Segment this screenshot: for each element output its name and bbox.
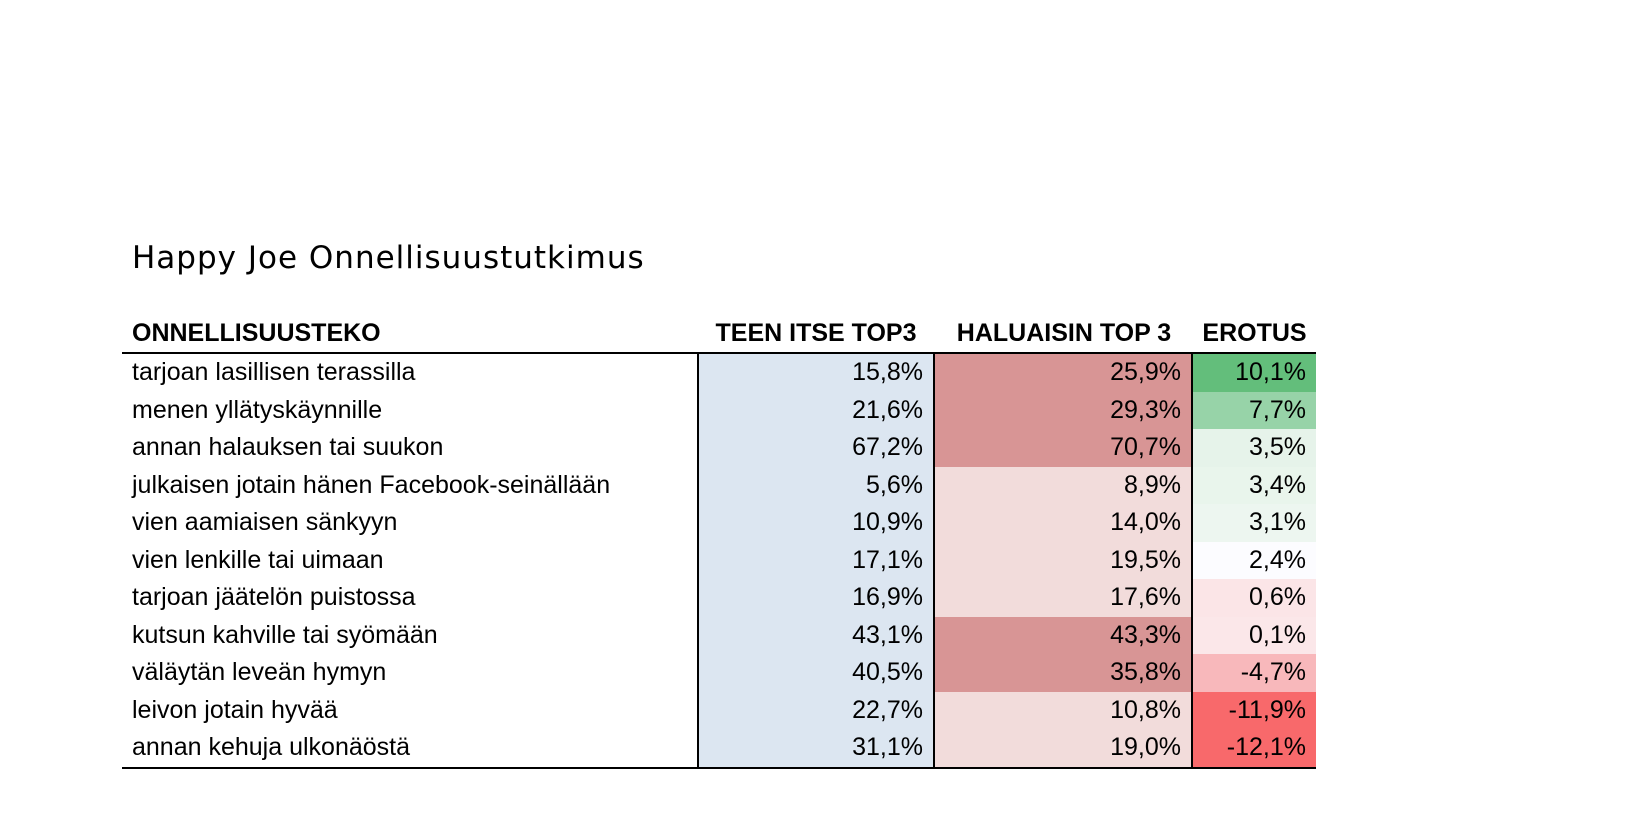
- row-label: menen yllätyskäynnille: [132, 395, 383, 424]
- haluaisin-value: 19,5%: [935, 542, 1193, 580]
- teen-itse-value: 21,6%: [697, 392, 935, 430]
- table-row: [122, 542, 1316, 580]
- row-label: annan halauksen tai suukon: [132, 433, 444, 461]
- row-label: julkaisen jotain hänen Facebook-seinällään: [132, 470, 611, 499]
- table-row: [122, 579, 1316, 617]
- table-row: [122, 617, 1316, 655]
- teen-itse-value: 16,9%: [697, 579, 935, 617]
- erotus-value: 3,1%: [1193, 504, 1316, 542]
- erotus-value: 3,5%: [1193, 429, 1316, 467]
- erotus-value: -11,9%: [1193, 692, 1316, 730]
- haluaisin-value: 29,3%: [935, 392, 1193, 430]
- row-label: vien aamiaisen sänkyyn: [132, 508, 398, 536]
- teen-itse-value: 67,2%: [697, 429, 935, 467]
- teen-itse-value: 10,9%: [697, 504, 935, 542]
- erotus-value: 7,7%: [1193, 392, 1316, 430]
- table-body: [122, 354, 1316, 769]
- row-label: vien lenkille tai uimaan: [132, 545, 384, 574]
- data-table: [122, 312, 1316, 769]
- header-onnellisuusteko: ONNELLISUUSTEKO: [132, 319, 381, 347]
- table-row: [122, 354, 1316, 392]
- table-row: [122, 504, 1316, 542]
- haluaisin-value: 19,0%: [935, 729, 1193, 767]
- teen-itse-value: 22,7%: [697, 692, 935, 730]
- teen-itse-value: 31,1%: [697, 729, 935, 767]
- haluaisin-value: 10,8%: [935, 692, 1193, 730]
- table-row: [122, 392, 1316, 430]
- table-row: [122, 654, 1316, 692]
- haluaisin-value: 17,6%: [935, 579, 1193, 617]
- haluaisin-value: 35,8%: [935, 654, 1193, 692]
- row-label: väläytän leveän hymyn: [132, 658, 387, 686]
- haluaisin-value: 70,7%: [935, 429, 1193, 467]
- erotus-value: 10,1%: [1193, 354, 1316, 392]
- erotus-value: 0,1%: [1193, 617, 1316, 655]
- teen-itse-value: 17,1%: [697, 542, 935, 580]
- table-row: [122, 729, 1316, 767]
- header-erotus: EROTUS: [1202, 319, 1307, 347]
- table-title: Happy Joe Onnellisuustutkimus: [132, 240, 645, 276]
- table-row: [122, 429, 1316, 467]
- haluaisin-value: 8,9%: [935, 467, 1193, 505]
- row-label: tarjoan lasillisen terassilla: [132, 358, 416, 386]
- erotus-value: 0,6%: [1193, 579, 1316, 617]
- haluaisin-value: 14,0%: [935, 504, 1193, 542]
- table-row: [122, 692, 1316, 730]
- table-row: [122, 467, 1316, 505]
- table-header: [122, 312, 1316, 354]
- erotus-value: -12,1%: [1193, 729, 1316, 767]
- row-label: annan kehuja ulkonäöstä: [132, 733, 411, 761]
- header-teen-itse: TEEN ITSE TOP3: [715, 319, 917, 347]
- row-label: leivon jotain hyvää: [132, 695, 338, 724]
- teen-itse-value: 40,5%: [697, 654, 935, 692]
- erotus-value: 3,4%: [1193, 467, 1316, 505]
- teen-itse-value: 15,8%: [697, 354, 935, 392]
- row-label: tarjoan jäätelön puistossa: [132, 583, 416, 611]
- haluaisin-value: 25,9%: [935, 354, 1193, 392]
- header-haluaisin: HALUAISIN TOP 3: [956, 319, 1172, 347]
- erotus-value: -4,7%: [1193, 654, 1316, 692]
- teen-itse-value: 43,1%: [697, 617, 935, 655]
- row-label: kutsun kahville tai syömään: [132, 620, 438, 649]
- teen-itse-value: 5,6%: [697, 467, 935, 505]
- haluaisin-value: 43,3%: [935, 617, 1193, 655]
- erotus-value: 2,4%: [1193, 542, 1316, 580]
